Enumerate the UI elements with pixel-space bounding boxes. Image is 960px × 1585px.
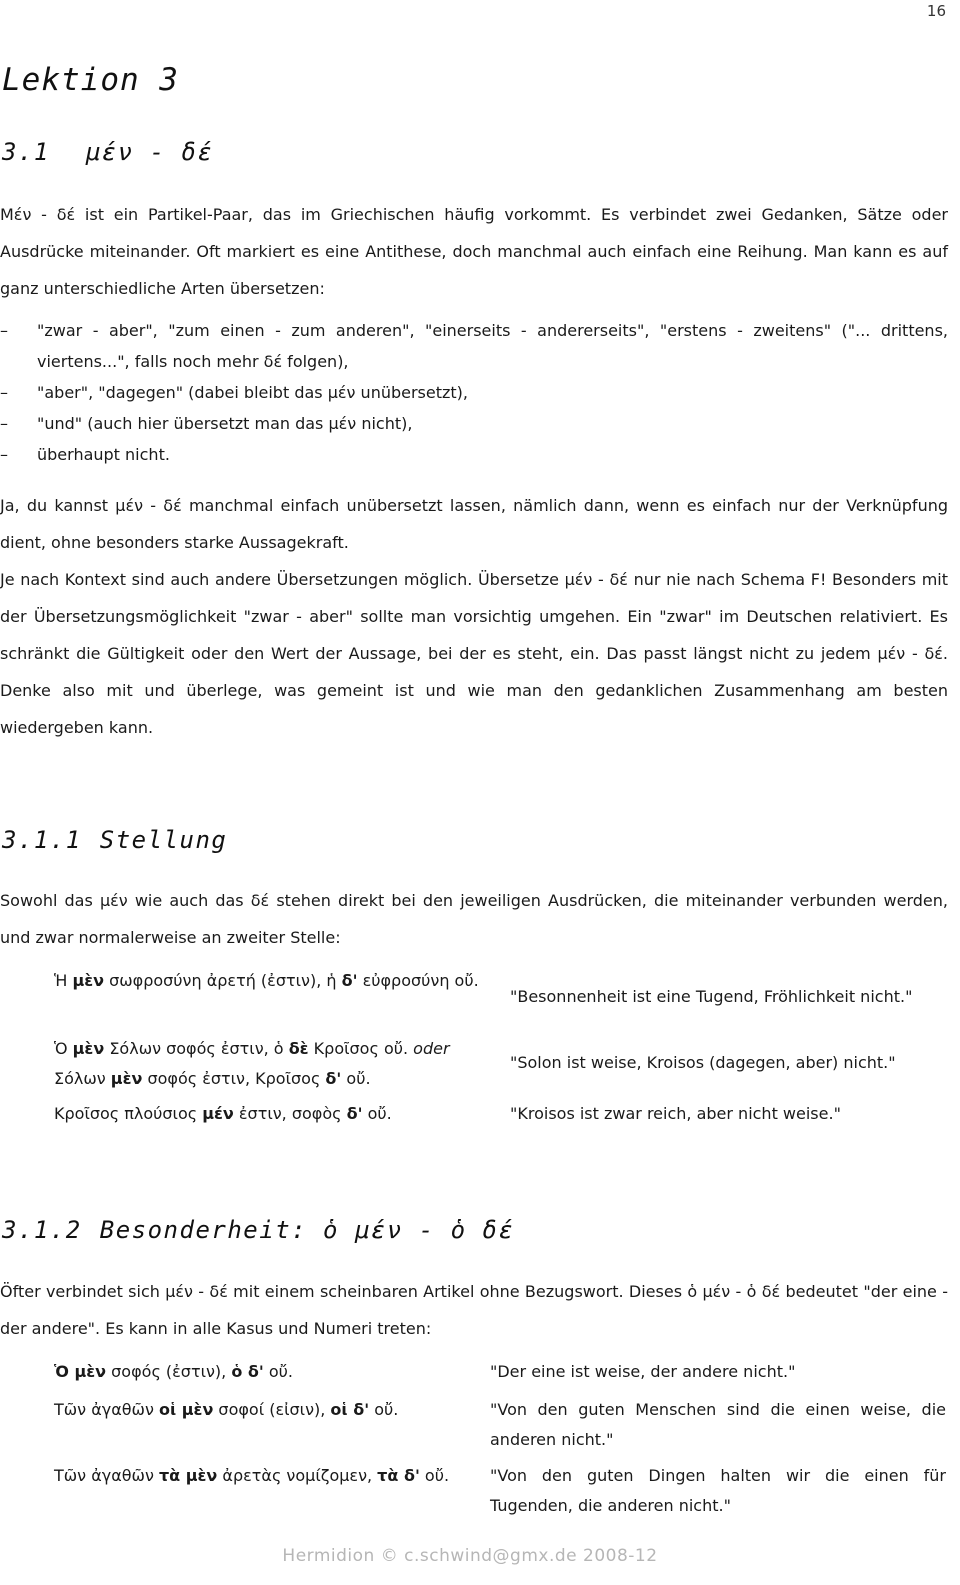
subsection-number: 3.1.2: [2, 1216, 82, 1244]
paragraph-context: Je nach Kontext sind auch andere Übersetzungen möglich. Übersetze μέν - δέ nur nie nach Schema F! Besonders mit der Übersetzungsmöglichkeit "zwar - aber" sollte man vorsichtig umgehen. Ein "zwar" im Deutschen relativiert. Es schränkt die Gültigkeit oder den Wert der Aussage, bei der es steht, ein. Das passt längst nicht zu jedem μέν - δέ. Denke also mit und überlege, was gemeint ist und wie man den gedanklichen Zusammenhang am besten wiedergeben kann.: [0, 570, 948, 737]
list-item: – "und" (auch hier übersetzt man das μέν nicht),: [0, 408, 948, 439]
greek-example: Ὁ μὲν Σόλων σοφός ἐστιν, ὁ δὲ Κροῖσος οὔ. oder Σόλων μὲν σοφός ἐστιν, Κροῖσος δ' οὔ.: [54, 1039, 450, 1088]
german-translation: "Solon ist weise, Kroisos (dagegen, aber) nicht.": [510, 1053, 896, 1072]
intro-paragraph: Μέν - δέ ist ein Partikel-Paar, das im Griechischen häufig vorkommt. Es verbindet zwei Gedanken, Sätze oder Ausdrücke miteinander. Oft markiert es eine Antithese, doch manchmal auch einfach eine Reihung. Man kann es auf ganz unterschiedliche Arten übersetzen:: [0, 205, 948, 298]
page-number: 16: [926, 2, 946, 20]
german-translation: "Kroisos ist zwar reich, aber nicht weise.": [510, 1104, 841, 1123]
subsection-heading-besonderheit: [2, 1216, 514, 1244]
subsection-title: Stellung: [99, 826, 228, 854]
stellung-paragraph: Sowohl das μέν wie auch das δέ stehen direkt bei den jeweiligen Ausdrücken, die miteinander verbunden werden, und zwar normalerweise an zweiter Stelle:: [0, 891, 948, 947]
german-translation: "Von den guten Menschen sind die einen weise, die anderen nicht.": [490, 1400, 946, 1449]
greek-example: Κροῖσος πλούσιος μέν ἐστιν, σοφὸς δ' οὔ.: [54, 1104, 392, 1123]
dash-icon: –: [0, 414, 8, 433]
paragraph-untranslated: Ja, du kannst μέν - δέ manchmal einfach unübersetzt lassen, nämlich dann, wenn es einfach nur der Verknüpfung dient, ohne besonders starke Aussagekraft.: [0, 496, 948, 552]
section-heading: [2, 138, 213, 166]
section-title: μέν - δέ: [85, 138, 214, 166]
list-item: – überhaupt nicht.: [0, 439, 948, 470]
lesson-title: Lektion 3: [2, 62, 179, 98]
dash-icon: –: [0, 383, 8, 402]
subsection-heading-stellung: [2, 826, 227, 854]
greek-example: Ὁ μὲν σοφός (ἐστιν), ὁ δ' οὔ.: [54, 1362, 294, 1381]
german-translation: "Besonnenheit ist eine Tugend, Fröhlichkeit nicht.": [510, 987, 913, 1006]
list-item: – "zwar - aber", "zum einen - zum anderen", "einerseits - andererseits", "erstens - zweitens" ("... drittens, viertens...", falls noch mehr δέ folgen),: [0, 315, 948, 377]
dash-icon: –: [0, 445, 8, 464]
section-number: 3.1: [2, 138, 50, 166]
greek-example: Τῶν ἀγαθῶν οἱ μὲν σοφοί (εἰσιν), οἱ δ' οὔ.: [54, 1400, 399, 1419]
greek-example: Τῶν ἀγαθῶν τὰ μὲν ἀρετὰς νομίζομεν, τὰ δ' οὔ.: [54, 1466, 450, 1485]
greek-example: Ἡ μὲν σωφροσύνη ἀρετή (ἐστιν), ἡ δ' εὐφροσύνη οὔ.: [54, 971, 479, 990]
besonderheit-paragraph: Öfter verbindet sich μέν - δέ mit einem scheinbaren Artikel ohne Bezugswort. Dieses ὁ μέν - ὁ δέ bedeutet "der eine - der andere". Es kann in alle Kasus und Numeri treten:: [0, 1282, 948, 1338]
german-translation: "Der eine ist weise, der andere nicht.": [490, 1362, 796, 1381]
list-item: – "aber", "dagegen" (dabei bleibt das μέν unübersetzt),: [0, 377, 948, 408]
page-footer: Hermidion © c.schwind@gmx.de 2008-12: [282, 1546, 658, 1566]
subsection-title: Besonderheit: ὁ μέν - ὁ δέ: [99, 1216, 515, 1244]
german-translation: "Von den guten Dingen halten wir die einen für Tugenden, die anderen nicht.": [490, 1466, 946, 1515]
subsection-number: 3.1.1: [2, 826, 82, 854]
dash-icon: –: [0, 321, 8, 340]
translation-options-list: [0, 315, 948, 470]
